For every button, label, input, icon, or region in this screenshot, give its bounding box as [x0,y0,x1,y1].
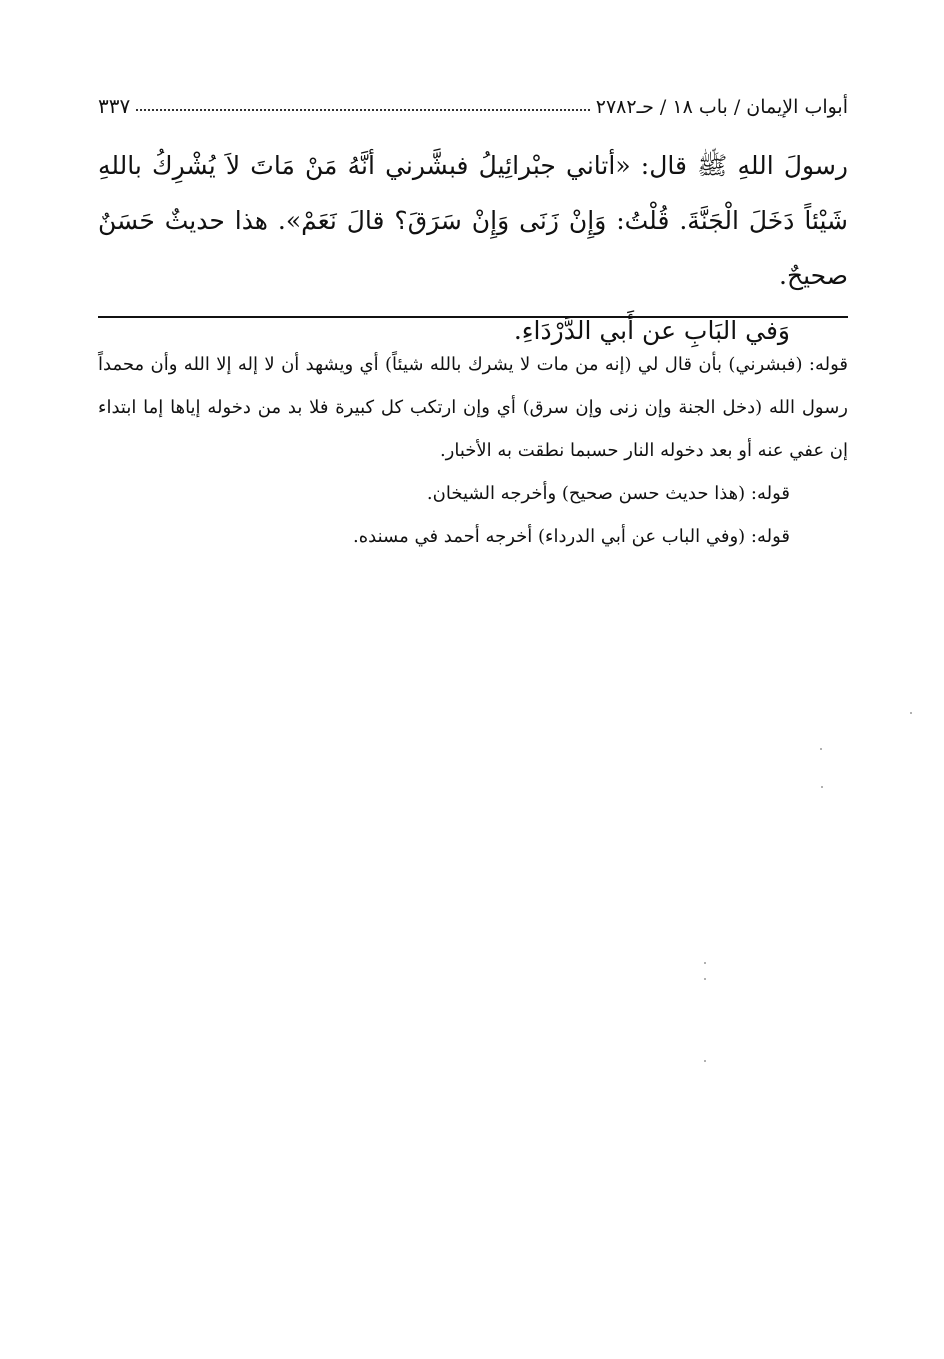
commentary-note-1: قوله: (فبشرني) بأن قال لي (إنه من مات لا يشرك بالله شيئاً) أي ويشهد أن لا إله إلا الله وأن محمداً رسول الله (دخل الجنة وإن زنى وإن سرق) أي وإن ارتكب كل كبيرة فلا بد من دخوله إياها إما ابتداء إن عفي عنه أو بعد دخوله النار حسبما نطقت به الأخبار. [98,354,848,461]
scan-speck [821,786,823,788]
scan-speck [704,962,706,964]
commentary-note-2: قوله: (هذا حديث حسن صحيح) وأخرجه الشيخان. [426,483,790,504]
running-header [98,82,848,118]
commentary-note-3: قوله: (وفي الباب عن أبي الدرداء) أخرجه أحمد في مسنده. [352,526,790,547]
footnote-divider [98,316,848,318]
scan-speck [820,748,822,750]
running-header-title: أبواب الإيمان / باب ١٨ / حـ٢٧٨٢ [595,96,848,118]
scan-speck [910,712,912,714]
page-number: ٣٣٧ [98,94,131,118]
hadith-text [98,138,848,358]
scan-speck [704,1060,706,1062]
header-leader-dots [136,109,590,111]
commentary-notes [98,343,848,558]
bab-paragraph: وَفي البَابِ عن أَبي الدَّرْدَاءِ. [513,316,790,345]
hadith-paragraph: رسولَ اللهِ ﷺ قال: «أتاني جبْرائِيلُ فبشَّرني أنَّهُ مَنْ مَاتَ لاَ يُشْرِكُ باللهِ شَيْئاً دَخَلَ الْجَنَّةَ. قُلْتُ: وَإِنْ زَنَى وَإِنْ سَرَقَ؟ قالَ نَعَمْ». هذا حديثٌ حَسَنٌ صحيحٌ. [98,151,848,290]
scan-speck [704,978,706,980]
